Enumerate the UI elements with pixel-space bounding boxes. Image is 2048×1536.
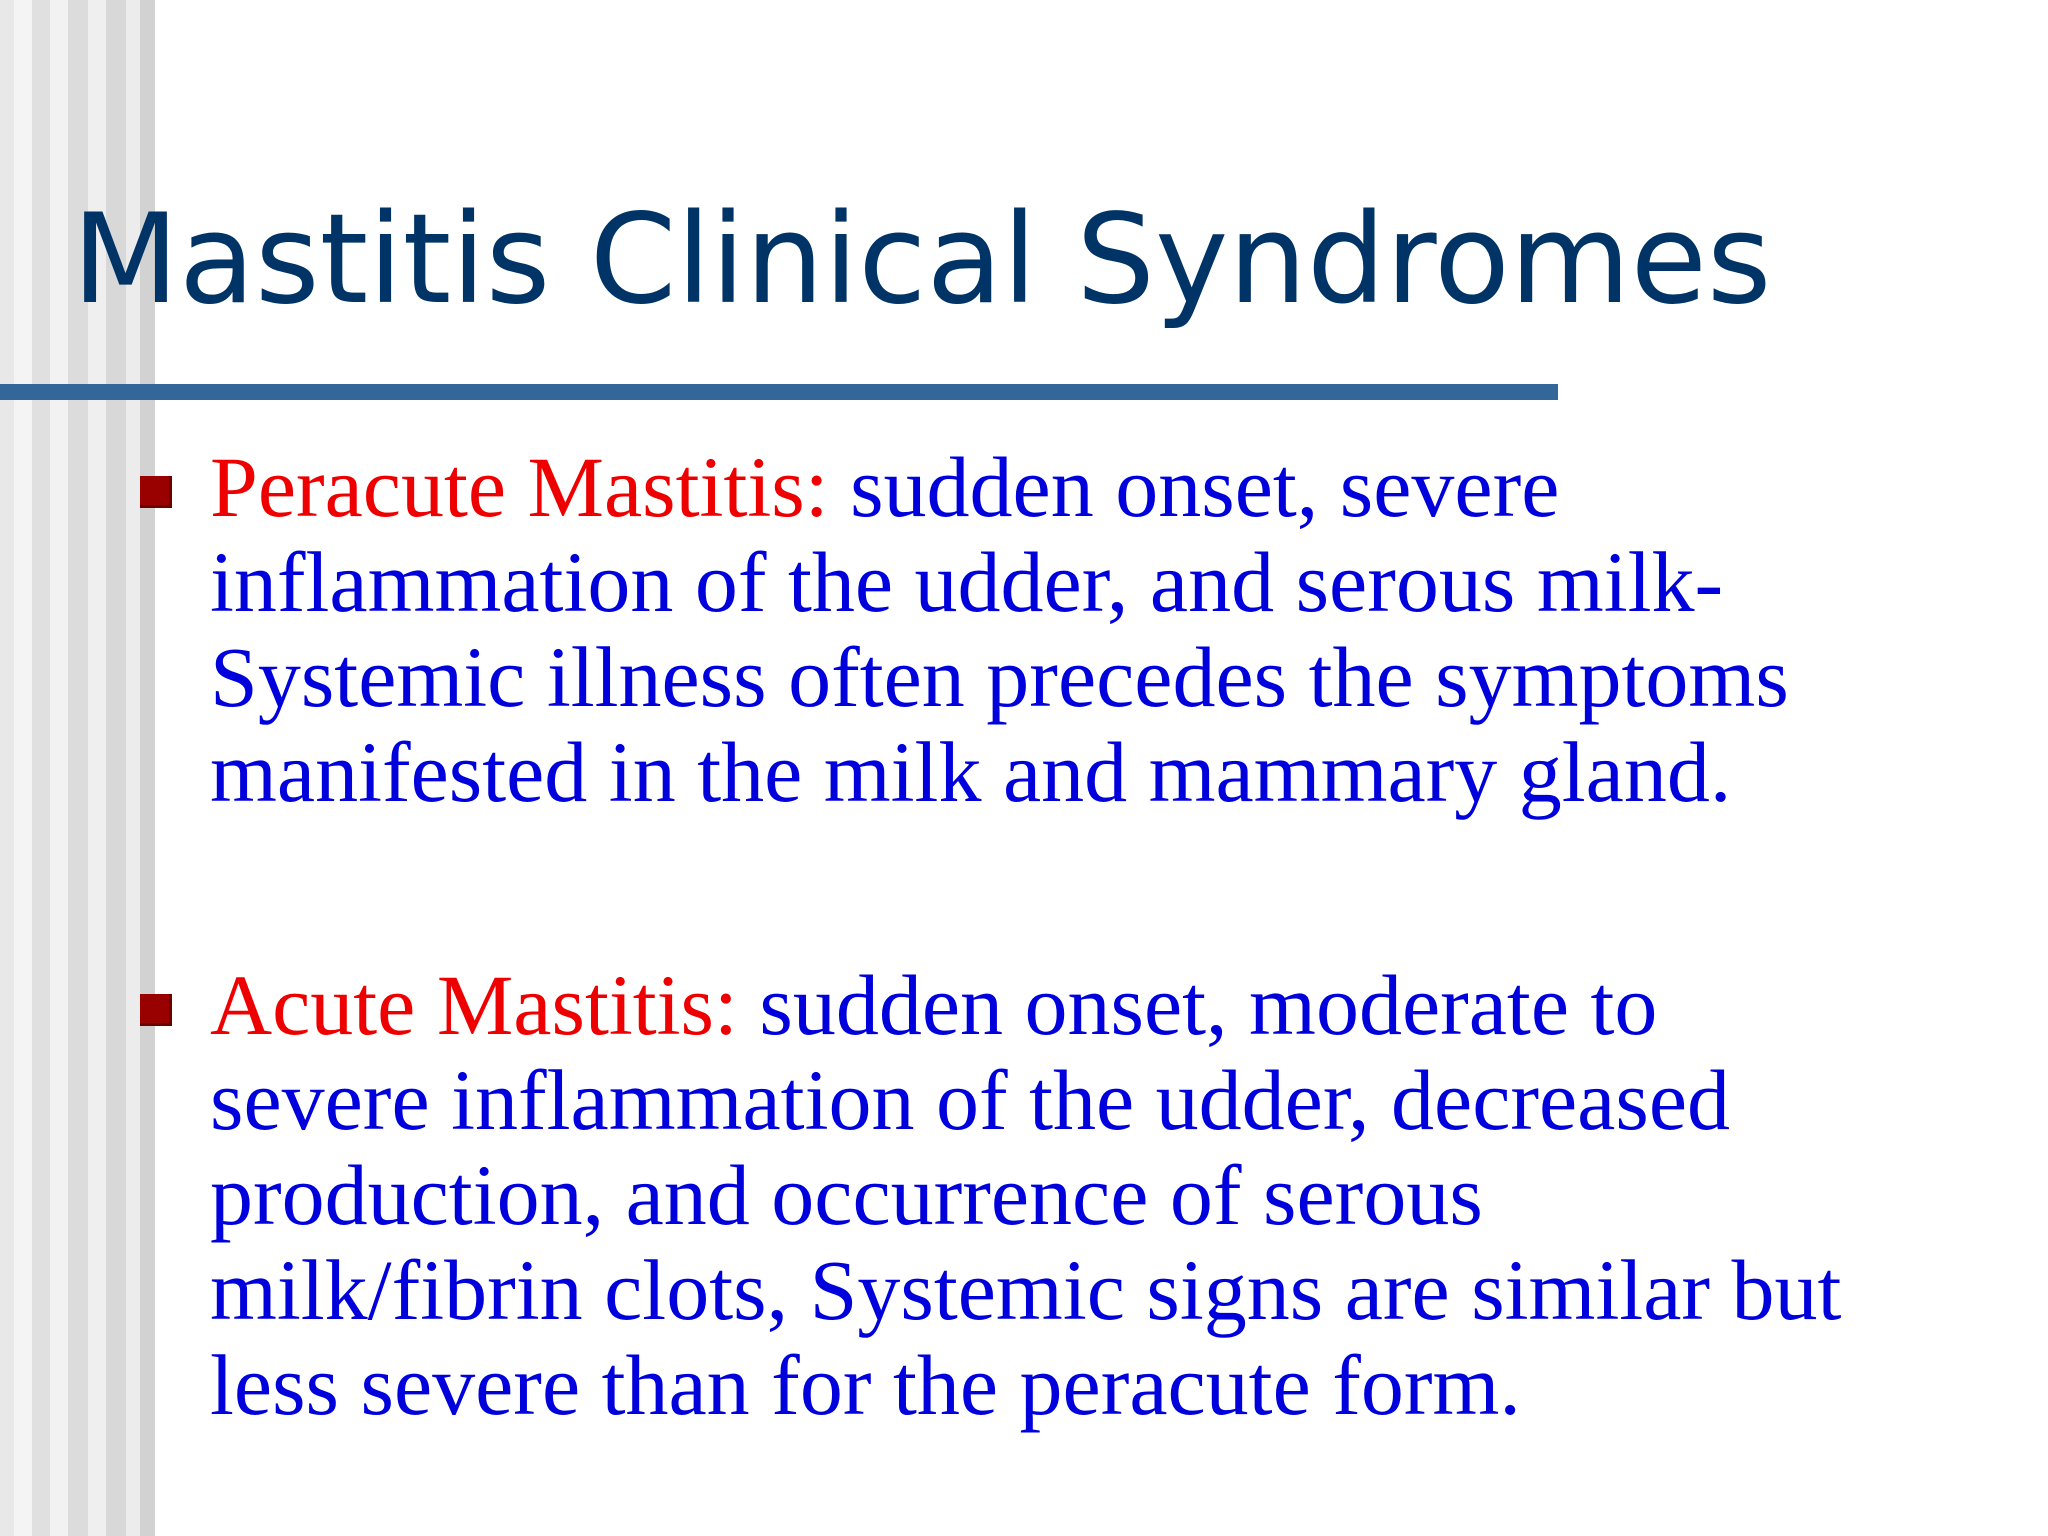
slide-title: Mastitis Clinical Syndromes (72, 188, 1772, 332)
bullet-description: sudden onset, severe (828, 439, 1560, 535)
bullet-term: Acute Mastitis: (210, 957, 738, 1053)
square-bullet-icon (140, 994, 172, 1026)
bullet-line: milk/fibrin clots, Systemic signs are similar but (210, 1242, 1842, 1338)
bullet-text (210, 958, 1910, 1433)
bullet-line: less severe than for the peracute form. (210, 1337, 1521, 1433)
bullet-line: severe inflammation of the udder, decreased (210, 1052, 1730, 1148)
bullet-item-peracute (140, 440, 1910, 840)
bullet-text (210, 440, 1910, 820)
bullet-line (210, 440, 1910, 535)
bullet-item-acute (140, 958, 1910, 1438)
bullet-line: manifested in the milk and mammary gland. (210, 724, 1732, 820)
bullet-line: production, and occurrence of serous (210, 1147, 1483, 1243)
bullet-line: Systemic illness often precedes the symptoms (210, 629, 1789, 725)
square-bullet-icon (140, 476, 172, 508)
bullet-line (210, 958, 1910, 1053)
bullet-line: inflammation of the udder, and serous milk- (210, 534, 1724, 630)
bullet-description: sudden onset, moderate to (737, 957, 1658, 1053)
bullet-term: Peracute Mastitis: (210, 439, 829, 535)
